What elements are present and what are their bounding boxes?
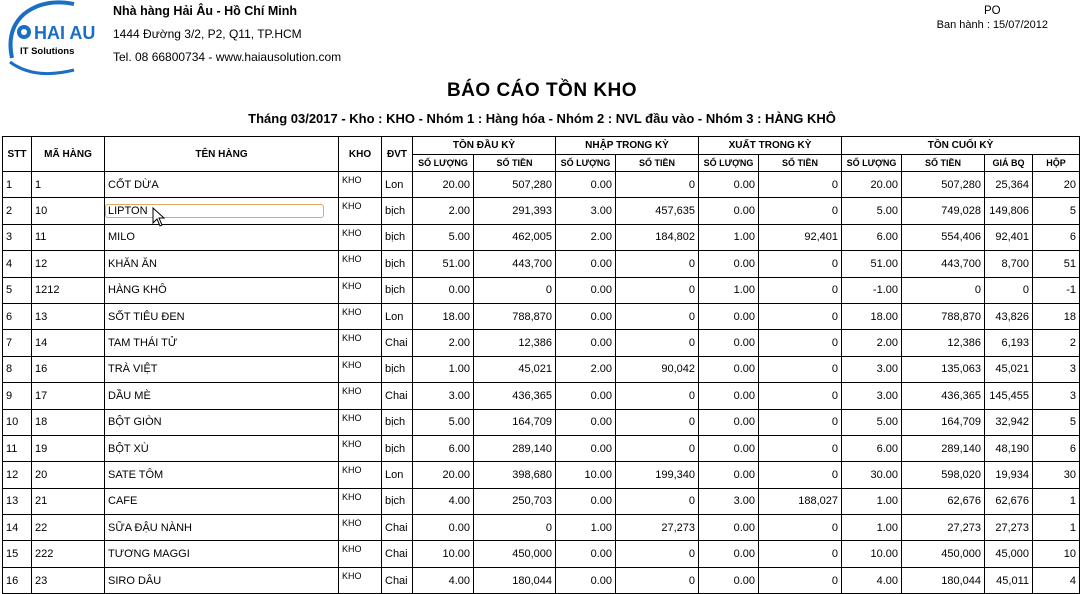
cell-gia-bq[interactable]: 45,021 (985, 356, 1033, 382)
cell-ma-hang[interactable]: 14 (32, 330, 105, 356)
cell-ten-hang[interactable]: TƯƠNG MAGGI (105, 541, 339, 567)
table-row[interactable] (3, 172, 1080, 198)
cell-ton-cuoi-st[interactable]: 443,700 (902, 251, 985, 277)
cell-ten-hang[interactable]: TRÀ VIỆT (105, 356, 339, 382)
cell-xuat-st[interactable]: 0 (759, 303, 842, 329)
cell-dvt[interactable]: bịch (382, 251, 413, 277)
cell-ton-cuoi-sl[interactable]: 18.00 (842, 303, 902, 329)
cell-xuat-st[interactable]: 0 (759, 515, 842, 541)
company-contact: Tel. 08 66800734 - www.haiausolution.com (113, 50, 342, 64)
cell-ma-hang[interactable]: 222 (32, 541, 105, 567)
cell-nhap-sl[interactable]: 0.00 (556, 277, 616, 303)
cell-ten-hang[interactable]: TAM THÁI TỬ (105, 330, 339, 356)
cell-ton-cuoi-st[interactable]: 0 (902, 277, 985, 303)
cell-kho[interactable]: KHO (339, 409, 382, 435)
cell-ten-hang[interactable] (105, 198, 339, 224)
table-row[interactable] (3, 383, 1080, 409)
cell-stt[interactable]: 13 (3, 488, 32, 514)
cell-ma-hang[interactable]: 13 (32, 303, 105, 329)
header-ten-hang: TÊN HÀNG (105, 137, 339, 172)
company-name: Nhà hàng Hải Âu - Hồ Chí Minh (113, 4, 298, 18)
cell-nhap-st[interactable]: 0 (616, 251, 699, 277)
header-sl: SỐ LƯỢNG (842, 155, 902, 172)
cell-stt[interactable]: 6 (3, 303, 32, 329)
cell-hop[interactable]: 30 (1033, 462, 1080, 488)
cell-ton-dau-sl[interactable]: 5.00 (413, 409, 474, 435)
cell-kho[interactable]: KHO (339, 515, 382, 541)
cell-kho[interactable]: KHO (339, 224, 382, 250)
cell-xuat-sl[interactable]: 0.00 (699, 198, 759, 224)
cell-dvt[interactable]: Chai (382, 541, 413, 567)
cell-ton-dau-st[interactable]: 180,044 (474, 567, 556, 593)
cell-ton-dau-sl[interactable]: 0.00 (413, 277, 474, 303)
cell-xuat-sl[interactable]: 0.00 (699, 383, 759, 409)
cell-ton-cuoi-st[interactable]: 788,870 (902, 303, 985, 329)
cell-ton-dau-st[interactable]: 45,021 (474, 356, 556, 382)
table-row[interactable] (3, 356, 1080, 382)
cell-ton-dau-sl[interactable]: 2.00 (413, 198, 474, 224)
cell-hop[interactable]: 1 (1033, 488, 1080, 514)
cell-nhap-sl[interactable]: 0.00 (556, 541, 616, 567)
cell-ton-dau-sl[interactable]: 4.00 (413, 488, 474, 514)
cell-dvt[interactable]: Lon (382, 303, 413, 329)
cell-ton-dau-sl[interactable]: 20.00 (413, 172, 474, 198)
cell-nhap-st[interactable]: 0 (616, 435, 699, 461)
cell-xuat-sl[interactable]: 0.00 (699, 462, 759, 488)
cell-ton-cuoi-sl[interactable]: 51.00 (842, 251, 902, 277)
cell-ton-cuoi-sl[interactable]: 30.00 (842, 462, 902, 488)
header-ton-dau-ky: TỒN ĐẦU KỲ (413, 137, 556, 155)
cell-ten-hang[interactable]: SIRO DÂU (105, 567, 339, 593)
cell-hop[interactable]: 51 (1033, 251, 1080, 277)
cell-gia-bq[interactable]: 6,193 (985, 330, 1033, 356)
cell-ton-cuoi-st[interactable]: 289,140 (902, 435, 985, 461)
cell-ton-dau-sl[interactable]: 51.00 (413, 251, 474, 277)
cell-ten-hang[interactable]: DẦU MÈ (105, 383, 339, 409)
cell-stt[interactable]: 3 (3, 224, 32, 250)
cell-xuat-st[interactable]: 0 (759, 172, 842, 198)
cell-nhap-st[interactable]: 457,635 (616, 198, 699, 224)
cell-ma-hang[interactable]: 1212 (32, 277, 105, 303)
cell-ma-hang[interactable]: 23 (32, 567, 105, 593)
cell-ma-hang[interactable]: 10 (32, 198, 105, 224)
cell-ton-dau-st[interactable]: 507,280 (474, 172, 556, 198)
cell-dvt[interactable]: Lon (382, 172, 413, 198)
cell-stt[interactable]: 12 (3, 462, 32, 488)
cell-ton-cuoi-st[interactable]: 164,709 (902, 409, 985, 435)
cell-ma-hang[interactable]: 1 (32, 172, 105, 198)
cell-kho[interactable]: KHO (339, 541, 382, 567)
header-st: SỐ TIỀN (616, 155, 699, 172)
cell-nhap-sl[interactable]: 2.00 (556, 224, 616, 250)
header-hop: HỘP (1033, 155, 1080, 172)
document-meta (937, 4, 1048, 32)
cell-nhap-st[interactable]: 0 (616, 277, 699, 303)
cell-ton-dau-sl[interactable]: 3.00 (413, 383, 474, 409)
cell-xuat-sl[interactable]: 1.00 (699, 224, 759, 250)
cell-xuat-st[interactable]: 0 (759, 330, 842, 356)
cell-nhap-sl[interactable]: 0.00 (556, 435, 616, 461)
cell-xuat-sl[interactable]: 0.00 (699, 303, 759, 329)
cell-stt[interactable]: 15 (3, 541, 32, 567)
cell-hop[interactable]: 4 (1033, 567, 1080, 593)
cell-gia-bq[interactable]: 48,190 (985, 435, 1033, 461)
cell-xuat-st[interactable]: 0 (759, 198, 842, 224)
cell-hop[interactable]: 20 (1033, 172, 1080, 198)
cell-gia-bq[interactable]: 32,942 (985, 409, 1033, 435)
cell-kho[interactable]: KHO (339, 198, 382, 224)
cell-ton-dau-st[interactable]: 462,005 (474, 224, 556, 250)
cell-ton-dau-sl[interactable]: 18.00 (413, 303, 474, 329)
cell-ton-dau-st[interactable]: 289,140 (474, 435, 556, 461)
cell-ma-hang[interactable]: 12 (32, 251, 105, 277)
header-st: SỐ TIỀN (759, 155, 842, 172)
cell-dvt[interactable]: Chai (382, 383, 413, 409)
cell-gia-bq[interactable]: 45,011 (985, 567, 1033, 593)
cell-ton-cuoi-sl[interactable]: 5.00 (842, 409, 902, 435)
cell-xuat-st[interactable]: 0 (759, 435, 842, 461)
cell-stt[interactable]: 11 (3, 435, 32, 461)
cell-nhap-st[interactable]: 0 (616, 409, 699, 435)
cell-ton-cuoi-st[interactable]: 554,406 (902, 224, 985, 250)
cell-nhap-sl[interactable]: 0.00 (556, 567, 616, 593)
table-row[interactable] (3, 488, 1080, 514)
cell-nhap-sl[interactable]: 0.00 (556, 409, 616, 435)
cell-kho[interactable]: KHO (339, 488, 382, 514)
cell-xuat-st[interactable]: 0 (759, 462, 842, 488)
cell-ten-hang[interactable]: SỮA ĐẬU NÀNH (105, 515, 339, 541)
cell-ma-hang[interactable]: 21 (32, 488, 105, 514)
header-sl: SỐ LƯỢNG (556, 155, 616, 172)
cell-nhap-st[interactable]: 0 (616, 488, 699, 514)
cell-dvt[interactable]: Chai (382, 330, 413, 356)
cell-nhap-st[interactable]: 0 (616, 330, 699, 356)
cell-nhap-sl[interactable]: 1.00 (556, 515, 616, 541)
cell-stt[interactable]: 10 (3, 409, 32, 435)
cell-dvt[interactable]: bịch (382, 435, 413, 461)
cell-ton-dau-st[interactable]: 0 (474, 515, 556, 541)
cell-xuat-sl[interactable]: 0.00 (699, 515, 759, 541)
cell-ton-dau-sl[interactable]: 6.00 (413, 435, 474, 461)
report-subtitle: Tháng 03/2017 - Kho : KHO - Nhóm 1 : Hàng hóa - Nhóm 2 : NVL đầu vào - Nhóm 3 : HÀNG KHÔ (248, 111, 836, 126)
cell-xuat-st[interactable]: 0 (759, 567, 842, 593)
cell-nhap-sl[interactable]: 0.00 (556, 488, 616, 514)
cell-gia-bq[interactable]: 0 (985, 277, 1033, 303)
cell-ton-cuoi-sl[interactable]: 10.00 (842, 541, 902, 567)
header-ton-cuoi-ky: TỒN CUỐI KỲ (842, 137, 1080, 155)
company-address: 1444 Đường 3/2, P2, Q11, TP.HCM (113, 27, 302, 41)
cell-ton-cuoi-sl[interactable]: 1.00 (842, 515, 902, 541)
cell-kho[interactable]: KHO (339, 435, 382, 461)
cell-ton-dau-st[interactable]: 788,870 (474, 303, 556, 329)
cell-nhap-sl[interactable]: 3.00 (556, 198, 616, 224)
cell-ton-dau-sl[interactable]: 0.00 (413, 515, 474, 541)
header-nhap-trong-ky: NHẬP TRONG KỲ (556, 137, 699, 155)
cell-ma-hang[interactable]: 18 (32, 409, 105, 435)
cell-ton-cuoi-st[interactable]: 436,365 (902, 383, 985, 409)
cell-hop[interactable]: 10 (1033, 541, 1080, 567)
cell-ton-cuoi-sl[interactable]: 1.00 (842, 488, 902, 514)
logo-subtext: IT Solutions (20, 46, 75, 57)
cell-ton-dau-st[interactable]: 398,680 (474, 462, 556, 488)
cell-hop[interactable]: -1 (1033, 277, 1080, 303)
cell-xuat-st[interactable]: 0 (759, 356, 842, 382)
cell-gia-bq[interactable]: 27,273 (985, 515, 1033, 541)
cell-ton-dau-st[interactable]: 12,386 (474, 330, 556, 356)
table-row[interactable] (3, 541, 1080, 567)
table-row[interactable] (3, 462, 1080, 488)
cell-nhap-sl[interactable]: 0.00 (556, 172, 616, 198)
cell-nhap-sl[interactable]: 10.00 (556, 462, 616, 488)
cell-kho[interactable]: KHO (339, 251, 382, 277)
cell-ma-hang[interactable]: 22 (32, 515, 105, 541)
cell-nhap-st[interactable]: 184,802 (616, 224, 699, 250)
header-stt: STT (3, 137, 32, 172)
cell-stt[interactable]: 2 (3, 198, 32, 224)
cell-kho[interactable]: KHO (339, 303, 382, 329)
cell-nhap-st[interactable]: 90,042 (616, 356, 699, 382)
cell-nhap-st[interactable]: 0 (616, 303, 699, 329)
cell-nhap-sl[interactable]: 2.00 (556, 356, 616, 382)
cell-ton-dau-st[interactable]: 436,365 (474, 383, 556, 409)
cell-dvt[interactable]: bịch (382, 198, 413, 224)
cell-gia-bq[interactable]: 62,676 (985, 488, 1033, 514)
cell-xuat-sl[interactable]: 0.00 (699, 567, 759, 593)
table-row[interactable] (3, 330, 1080, 356)
document-code: PO (984, 5, 1001, 17)
cell-kho[interactable]: KHO (339, 172, 382, 198)
cell-hop[interactable]: 1 (1033, 515, 1080, 541)
cell-ton-cuoi-st[interactable]: 12,386 (902, 330, 985, 356)
header-dvt: ĐVT (382, 137, 413, 172)
cell-ton-dau-st[interactable]: 164,709 (474, 409, 556, 435)
cell-gia-bq[interactable]: 43,826 (985, 303, 1033, 329)
table-row[interactable] (3, 303, 1080, 329)
table-row[interactable] (3, 567, 1080, 593)
cell-ton-cuoi-st[interactable]: 180,044 (902, 567, 985, 593)
cell-ton-dau-st[interactable]: 291,393 (474, 198, 556, 224)
cell-ma-hang[interactable]: 11 (32, 224, 105, 250)
cell-xuat-st[interactable]: 92,401 (759, 224, 842, 250)
cell-hop[interactable]: 6 (1033, 224, 1080, 250)
cell-xuat-sl[interactable]: 3.00 (699, 488, 759, 514)
cell-hop[interactable]: 5 (1033, 198, 1080, 224)
cell-dvt[interactable]: bịch (382, 356, 413, 382)
cell-gia-bq[interactable]: 92,401 (985, 224, 1033, 250)
cell-stt[interactable]: 14 (3, 515, 32, 541)
cell-ton-dau-sl[interactable]: 10.00 (413, 541, 474, 567)
cell-ton-cuoi-st[interactable]: 749,028 (902, 198, 985, 224)
header-st: SỐ TIỀN (902, 155, 985, 172)
cell-ton-cuoi-st[interactable]: 450,000 (902, 541, 985, 567)
cell-ten-hang[interactable]: MILO (105, 224, 339, 250)
cell-ma-hang[interactable]: 17 (32, 383, 105, 409)
cell-ton-cuoi-sl[interactable]: 6.00 (842, 435, 902, 461)
cell-xuat-st[interactable]: 0 (759, 277, 842, 303)
company-logo (4, 0, 102, 76)
cell-ma-hang[interactable]: 19 (32, 435, 105, 461)
table-row[interactable] (3, 515, 1080, 541)
header-st: SỐ TIỀN (474, 155, 556, 172)
table-row[interactable] (3, 409, 1080, 435)
cell-ten-hang[interactable]: CỐT DỪA (105, 172, 339, 198)
mouse-pointer-icon (152, 207, 166, 227)
cell-dvt[interactable]: Lon (382, 462, 413, 488)
table-row[interactable] (3, 435, 1080, 461)
cell-nhap-st[interactable]: 27,273 (616, 515, 699, 541)
cell-gia-bq[interactable]: 19,934 (985, 462, 1033, 488)
cell-ton-dau-sl[interactable]: 5.00 (413, 224, 474, 250)
cell-ten-hang[interactable]: KHĂN ĂN (105, 251, 339, 277)
cell-ton-dau-sl[interactable]: 2.00 (413, 330, 474, 356)
cell-dvt[interactable]: Chai (382, 515, 413, 541)
cell-dvt[interactable]: bịch (382, 488, 413, 514)
table-row[interactable] (3, 277, 1080, 303)
cell-nhap-sl[interactable]: 0.00 (556, 251, 616, 277)
cell-xuat-sl[interactable]: 0.00 (699, 172, 759, 198)
issued-date: Ban hành : 15/07/2012 (936, 19, 1048, 31)
cell-hop[interactable]: 6 (1033, 435, 1080, 461)
cell-ten-hang[interactable]: HÀNG KHÔ (105, 277, 339, 303)
cell-nhap-st[interactable]: 0 (616, 567, 699, 593)
cell-nhap-st[interactable]: 0 (616, 541, 699, 567)
cell-dvt[interactable]: Chai (382, 567, 413, 593)
cell-stt[interactable]: 8 (3, 356, 32, 382)
cell-stt[interactable]: 1 (3, 172, 32, 198)
cell-kho[interactable]: KHO (339, 330, 382, 356)
cell-ton-cuoi-st[interactable]: 135,063 (902, 356, 985, 382)
cell-ton-cuoi-st[interactable]: 598,020 (902, 462, 985, 488)
cell-ten-hang[interactable]: BỘT GIÒN (105, 409, 339, 435)
cell-xuat-sl[interactable]: 0.00 (699, 541, 759, 567)
cell-ton-dau-st[interactable]: 0 (474, 277, 556, 303)
selected-cell-highlight[interactable]: LIPTON (105, 204, 324, 218)
table-row[interactable] (3, 224, 1080, 250)
cell-xuat-sl[interactable]: 0.00 (699, 409, 759, 435)
cell-kho[interactable]: KHO (339, 383, 382, 409)
cell-kho[interactable]: KHO (339, 567, 382, 593)
cell-ma-hang[interactable]: 16 (32, 356, 105, 382)
cell-nhap-st[interactable]: 0 (616, 172, 699, 198)
header-gia-bq: GIÁ BQ (985, 155, 1033, 172)
cell-xuat-sl[interactable]: 0.00 (699, 356, 759, 382)
cell-stt[interactable]: 9 (3, 383, 32, 409)
cell-ton-dau-sl[interactable]: 1.00 (413, 356, 474, 382)
cell-nhap-st[interactable]: 199,340 (616, 462, 699, 488)
cell-ton-cuoi-sl[interactable]: 6.00 (842, 224, 902, 250)
cell-kho[interactable]: KHO (339, 356, 382, 382)
cell-stt[interactable]: 5 (3, 277, 32, 303)
company-info (113, 0, 341, 69)
cell-hop[interactable]: 2 (1033, 330, 1080, 356)
report-title: BÁO CÁO TỒN KHO (446, 80, 638, 101)
cell-ton-dau-st[interactable]: 250,703 (474, 488, 556, 514)
header-ma-hang: MÃ HÀNG (32, 137, 105, 172)
cell-stt[interactable]: 7 (3, 330, 32, 356)
cell-xuat-st[interactable]: 0 (759, 409, 842, 435)
cell-ton-cuoi-st[interactable]: 62,676 (902, 488, 985, 514)
table-row[interactable] (3, 251, 1080, 277)
cell-ton-cuoi-sl[interactable]: 3.00 (842, 356, 902, 382)
cell-gia-bq[interactable]: 25,364 (985, 172, 1033, 198)
cell-hop[interactable]: 3 (1033, 383, 1080, 409)
header-sl: SỐ LƯỢNG (699, 155, 759, 172)
cell-ton-dau-st[interactable]: 443,700 (474, 251, 556, 277)
cell-stt[interactable]: 16 (3, 567, 32, 593)
cell-ten-hang[interactable]: SATE TÔM (105, 462, 339, 488)
inventory-table (2, 136, 1080, 594)
cell-gia-bq[interactable]: 8,700 (985, 251, 1033, 277)
cell-nhap-sl[interactable]: 0.00 (556, 330, 616, 356)
cell-gia-bq[interactable]: 149,806 (985, 198, 1033, 224)
cell-ton-cuoi-sl[interactable]: 20.00 (842, 172, 902, 198)
cell-ton-dau-sl[interactable]: 4.00 (413, 567, 474, 593)
cell-xuat-st[interactable]: 188,027 (759, 488, 842, 514)
cell-hop[interactable]: 18 (1033, 303, 1080, 329)
cell-ton-dau-sl[interactable]: 20.00 (413, 462, 474, 488)
cell-ton-cuoi-sl[interactable]: 2.00 (842, 330, 902, 356)
cell-kho[interactable]: KHO (339, 277, 382, 303)
cell-ten-hang[interactable]: BỘT XÙ (105, 435, 339, 461)
cell-nhap-st[interactable]: 0 (616, 383, 699, 409)
header-xuat-trong-ky: XUẤT TRONG KỲ (699, 137, 842, 155)
cell-ma-hang[interactable]: 20 (32, 462, 105, 488)
header-kho: KHO (339, 137, 382, 172)
cell-dvt[interactable]: bịch (382, 409, 413, 435)
cell-hop[interactable]: 5 (1033, 409, 1080, 435)
cell-ton-cuoi-sl[interactable]: 3.00 (842, 383, 902, 409)
header-sl: SỐ LƯỢNG (413, 155, 474, 172)
cell-xuat-sl[interactable]: 0.00 (699, 330, 759, 356)
cell-ton-cuoi-sl[interactable]: 4.00 (842, 567, 902, 593)
cell-stt[interactable]: 4 (3, 251, 32, 277)
cell-ton-dau-st[interactable]: 450,000 (474, 541, 556, 567)
cell-xuat-sl[interactable]: 1.00 (699, 277, 759, 303)
cell-ton-cuoi-sl[interactable]: -1.00 (842, 277, 902, 303)
cell-ton-cuoi-st[interactable]: 27,273 (902, 515, 985, 541)
cell-xuat-sl[interactable]: 0.00 (699, 251, 759, 277)
cell-nhap-sl[interactable]: 0.00 (556, 303, 616, 329)
cell-nhap-sl[interactable]: 0.00 (556, 383, 616, 409)
cell-ton-cuoi-sl[interactable]: 5.00 (842, 198, 902, 224)
logo-text: HAI AU (34, 23, 96, 43)
cell-hop[interactable]: 3 (1033, 356, 1080, 382)
cell-dvt[interactable]: bịch (382, 277, 413, 303)
cell-gia-bq[interactable]: 145,455 (985, 383, 1033, 409)
cell-xuat-st[interactable]: 0 (759, 541, 842, 567)
cell-xuat-st[interactable]: 0 (759, 383, 842, 409)
cell-ten-hang[interactable]: CAFE (105, 488, 339, 514)
cell-ton-cuoi-st[interactable]: 507,280 (902, 172, 985, 198)
cell-kho[interactable]: KHO (339, 462, 382, 488)
cell-ten-hang[interactable]: SỐT TIÊU ĐEN (105, 303, 339, 329)
cell-xuat-st[interactable]: 0 (759, 251, 842, 277)
cell-xuat-sl[interactable]: 0.00 (699, 435, 759, 461)
cell-dvt[interactable]: bịch (382, 224, 413, 250)
cell-gia-bq[interactable]: 45,000 (985, 541, 1033, 567)
